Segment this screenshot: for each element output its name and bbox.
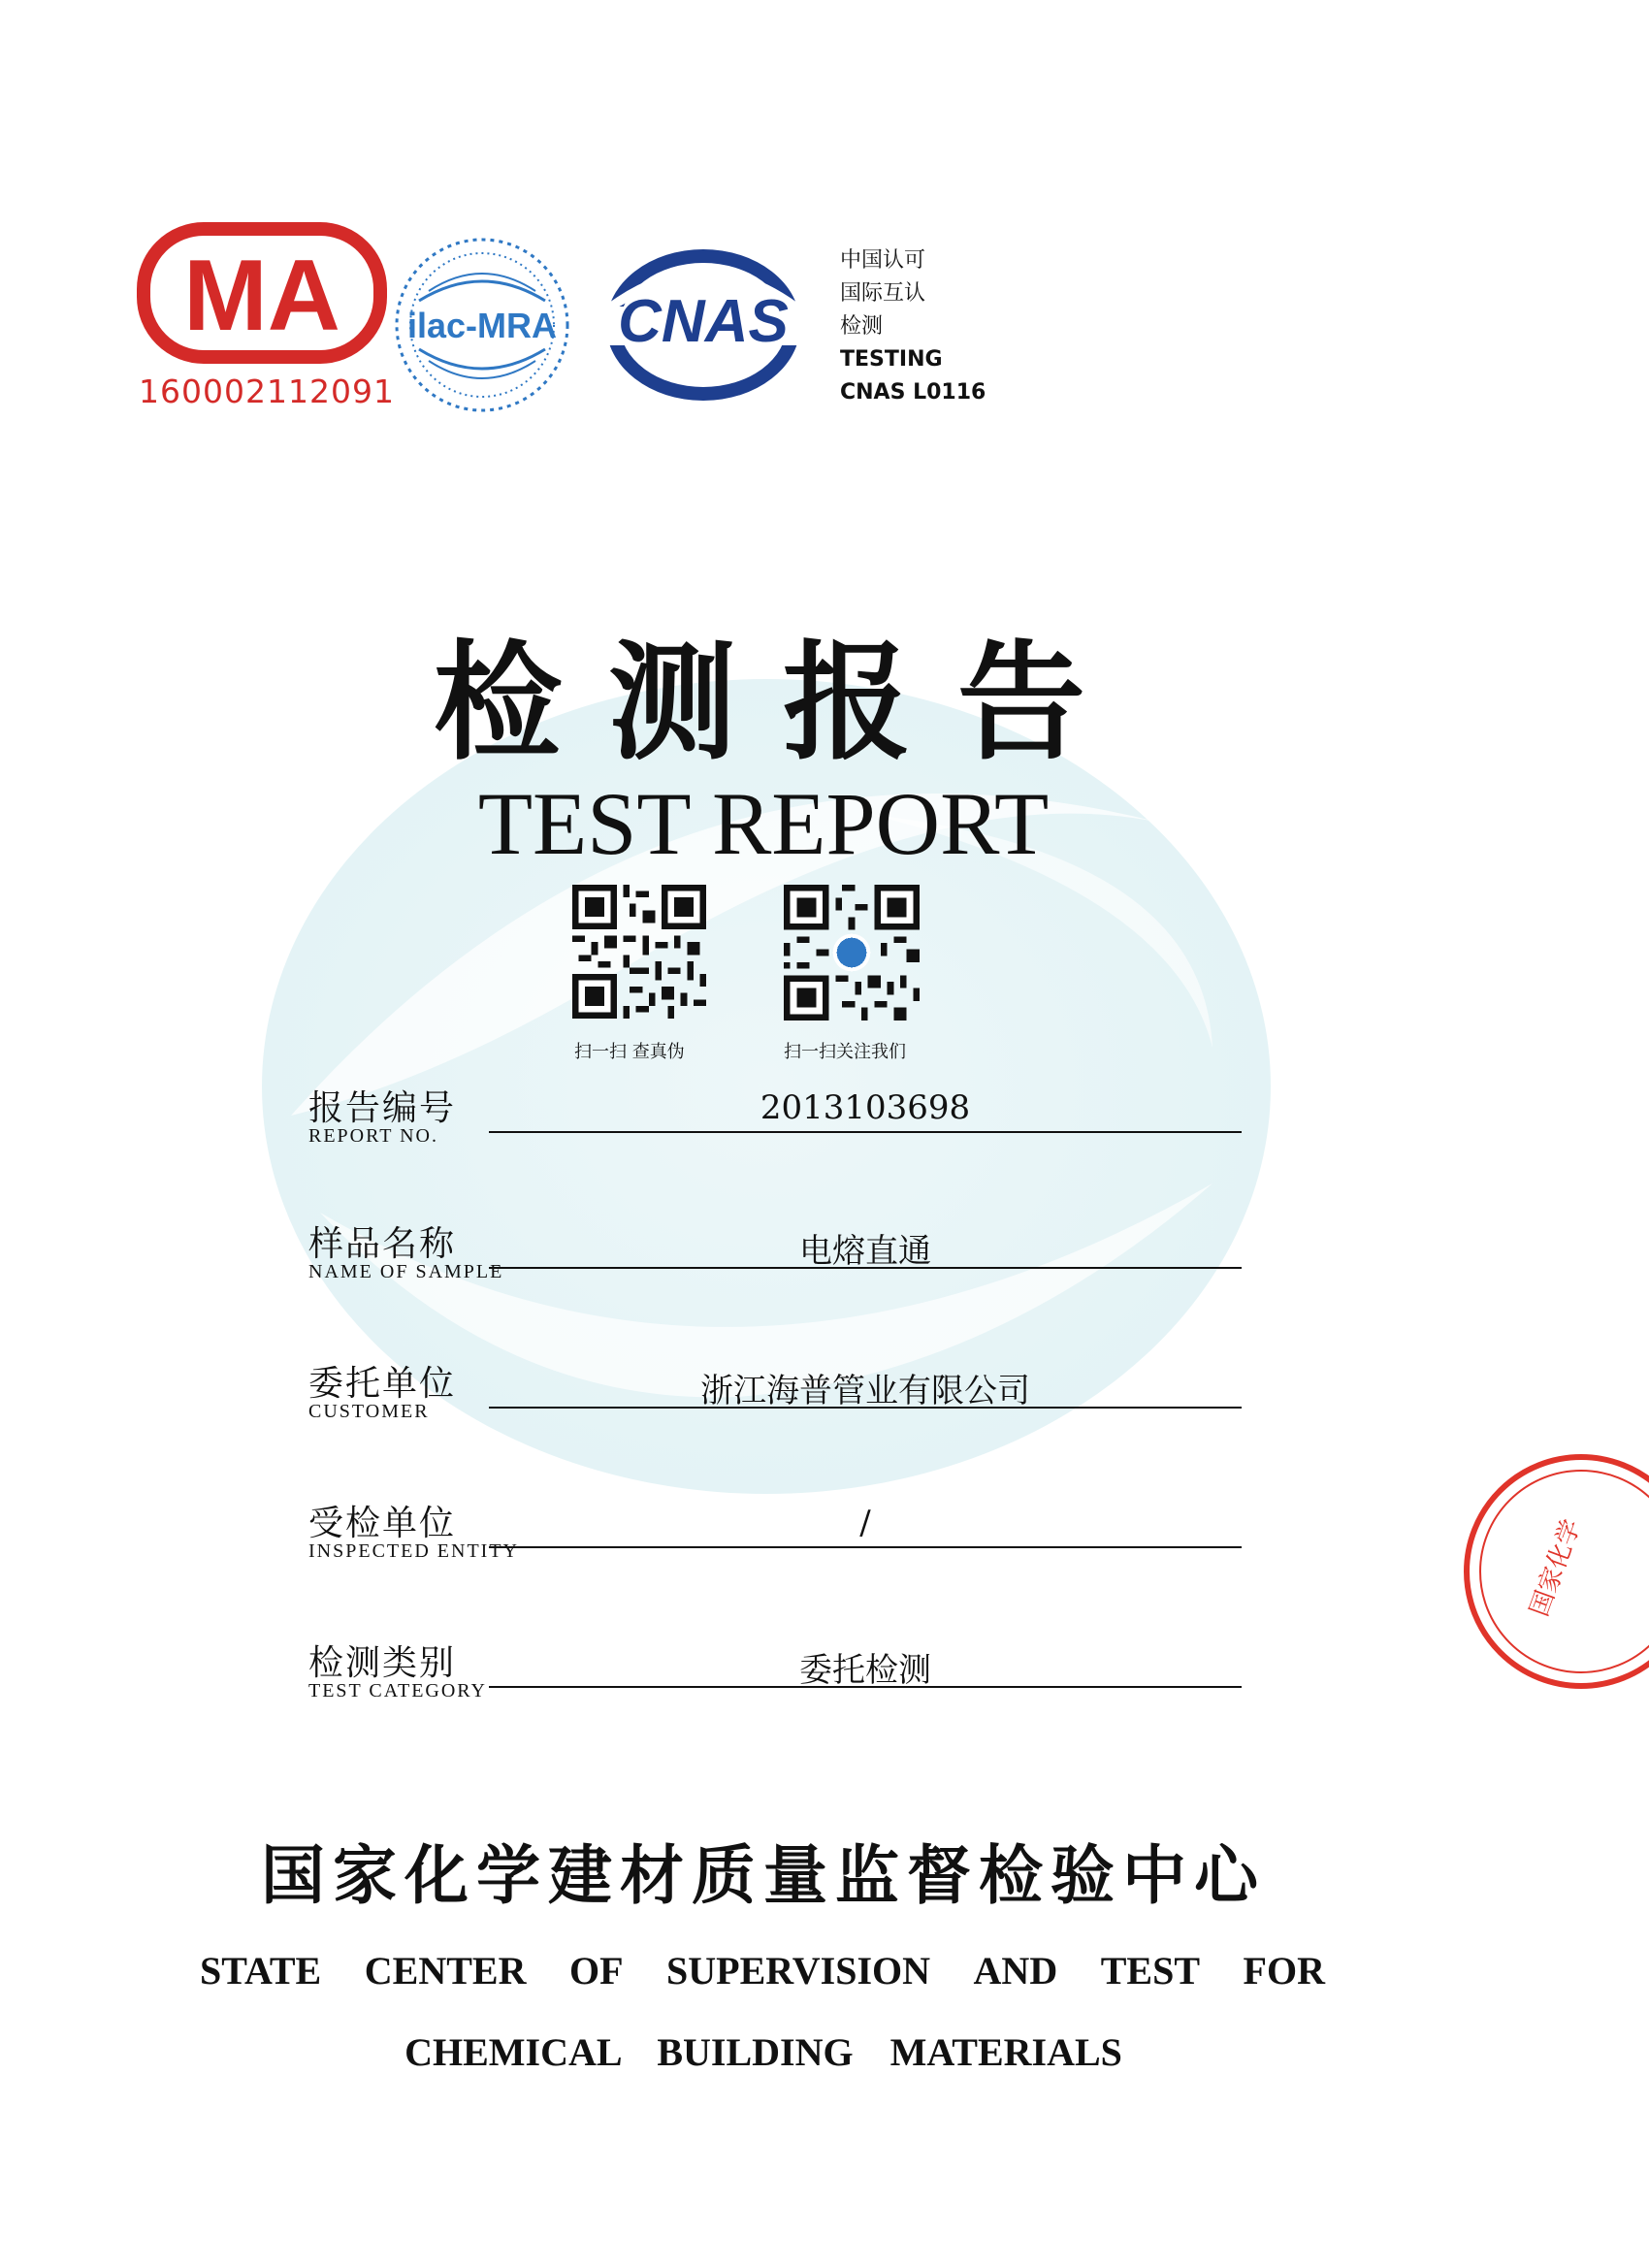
svg-text:国家化学: 国家化学 — [1525, 1515, 1587, 1621]
underline — [489, 1131, 1242, 1133]
report-title-chinese: 检测报告 — [434, 629, 1132, 778]
organization-word: AND — [973, 1949, 1058, 1993]
cnas-logo — [599, 244, 807, 405]
organization-word: STATE — [200, 1949, 322, 1993]
report-number-label: 报告编号 — [308, 1088, 457, 1128]
underline — [489, 1267, 1242, 1269]
sample-name-label: 样品名称 — [308, 1224, 457, 1264]
customer-field — [308, 1356, 1242, 1443]
sample-name-value: 电熔直通 — [799, 1232, 931, 1271]
underline — [489, 1546, 1242, 1548]
follow-qr-caption: 扫一扫关注我们 — [784, 1042, 906, 1062]
sample-name-label-en: NAME OF SAMPLE — [308, 1261, 504, 1282]
organization-word: TEST — [1100, 1949, 1201, 1993]
report-number-value: 2013103698 — [760, 1088, 971, 1127]
test-category-label: 检测类别 — [308, 1643, 457, 1683]
organization-word: OF — [568, 1949, 624, 1993]
cnas-accreditation-text — [840, 244, 1034, 409]
cnas-line: 国际互认 — [840, 281, 926, 306]
inspected-entity-label: 受检单位 — [308, 1504, 457, 1543]
inspected-entity-label-en: INSPECTED ENTITY — [308, 1540, 519, 1562]
cnas-line: TESTING — [840, 347, 943, 372]
svg-text:ilac-MRA: ilac-MRA — [406, 306, 558, 345]
inspected-entity-value: / — [859, 1504, 871, 1542]
organization-word: CENTER — [364, 1949, 527, 1993]
customer-value: 浙江海普管业有限公司 — [700, 1372, 1030, 1410]
customer-label: 委托单位 — [308, 1364, 457, 1404]
test-category-field — [308, 1636, 1242, 1723]
verify-qr-caption: 扫一扫 查真伪 — [574, 1042, 685, 1062]
underline — [489, 1407, 1242, 1409]
underline — [489, 1686, 1242, 1688]
test-category-label-en: TEST CATEGORY — [308, 1680, 487, 1701]
ma-certificate-number: 160002112091 — [139, 373, 395, 410]
report-number-field — [308, 1081, 1242, 1168]
inspected-entity-field — [308, 1496, 1242, 1583]
cnas-line: 检测 — [840, 314, 884, 339]
customer-label-en: CUSTOMER — [308, 1401, 430, 1422]
follow-qr-code[interactable] — [784, 885, 920, 1021]
cnas-line: 中国认可 — [840, 248, 926, 273]
organization-name-english-line2: CHEMICAL BUILDING MATERIALS — [404, 2030, 1122, 2074]
organization-word: FOR — [1243, 1949, 1325, 1993]
report-title-english: TEST REPORT — [477, 774, 1050, 873]
ilac-mra-logo — [390, 233, 574, 417]
svg-text:MA: MA — [183, 240, 340, 352]
sample-name-field — [308, 1216, 1242, 1304]
organization-name-english-line1 — [200, 1948, 1325, 1993]
verify-qr-code[interactable] — [572, 885, 706, 1019]
organization-name-chinese: 国家化学建材质量监督检验中心 — [261, 1838, 1266, 1913]
report-number-label-en: REPORT NO. — [308, 1125, 439, 1147]
cnas-line: CNAS L0116 — [840, 380, 986, 405]
official-seal-stamp — [1455, 1445, 1649, 1698]
svg-text:CNAS: CNAS — [618, 288, 789, 355]
organization-word: SUPERVISION — [666, 1949, 931, 1993]
test-category-value: 委托检测 — [799, 1651, 931, 1690]
